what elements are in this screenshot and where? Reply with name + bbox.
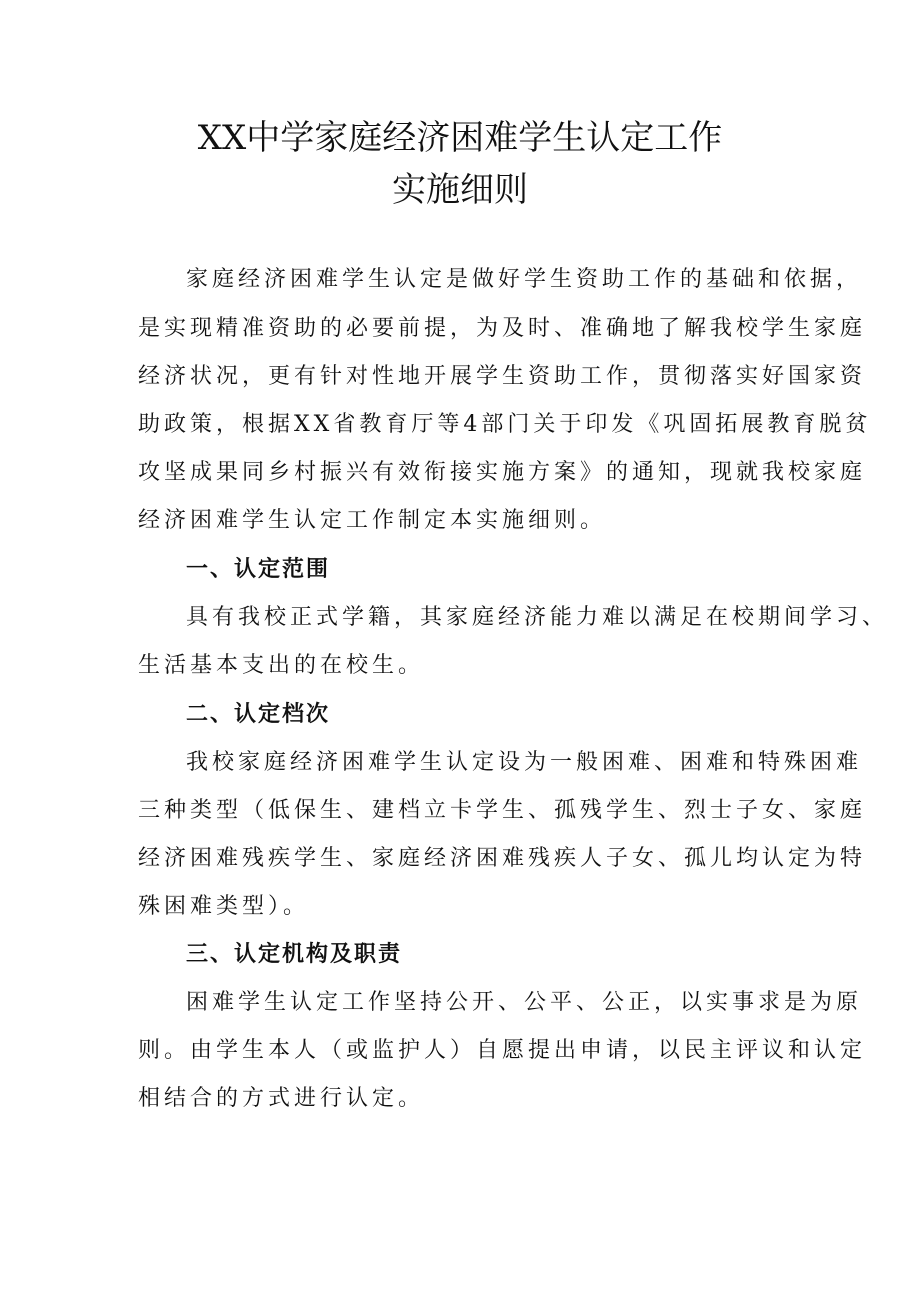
- section-body-line: 具有我校正式学籍，其家庭经济能力难以满足在校期间学习、: [186, 605, 889, 630]
- section-body-line: 则。由学生本人（或监护人）自愿提出申请，以民主评议和认定: [138, 1038, 867, 1063]
- section-heading-organization: 三、认定机构及职责: [186, 942, 403, 967]
- intro-line: 经济困难学生认定工作制定本实施细则。: [138, 508, 607, 533]
- intro-line: 攻坚成果同乡村振兴有效衔接实施方案》的通知，现就我校家庭: [138, 460, 867, 485]
- section-heading-scope: 一、认定范围: [186, 557, 331, 582]
- intro-line: 经济状况，更有针对性地开展学生资助工作，贯彻落实好国家资: [138, 364, 867, 389]
- section-body-line: 相结合的方式进行认定。: [138, 1086, 425, 1111]
- section-heading-levels: 二、认定档次: [186, 702, 331, 727]
- intro-line: 家庭经济困难学生认定是做好学生资助工作的基础和依据，: [186, 267, 863, 292]
- section-body-line: 经济困难残疾学生、家庭经济困难残疾人子女、孤儿均认定为特: [138, 846, 867, 871]
- intro-line: 助政策，根据XX省教育厅等4部门关于印发《巩固拓展教育脱贫: [138, 412, 872, 437]
- section-body-line: 我校家庭经济困难学生认定设为一般困难、困难和特殊困难: [186, 750, 863, 775]
- section-body-line: 殊困难类型）。: [138, 894, 310, 919]
- intro-line: 是实现精准资助的必要前提，为及时、准确地了解我校学生家庭: [138, 316, 867, 341]
- section-body-line: 困难学生认定工作坚持公开、公平、公正，以实事求是为原: [186, 990, 863, 1015]
- section-body-line: 三种类型（低保生、建档立卡学生、孤残学生、烈士子女、家庭: [138, 798, 867, 823]
- document-title-line2: 实施细则: [392, 170, 528, 210]
- section-body-line: 生活基本支出的在校生。: [138, 653, 425, 678]
- document-title-line1: XX中学家庭经济困难学生认定工作: [197, 118, 723, 158]
